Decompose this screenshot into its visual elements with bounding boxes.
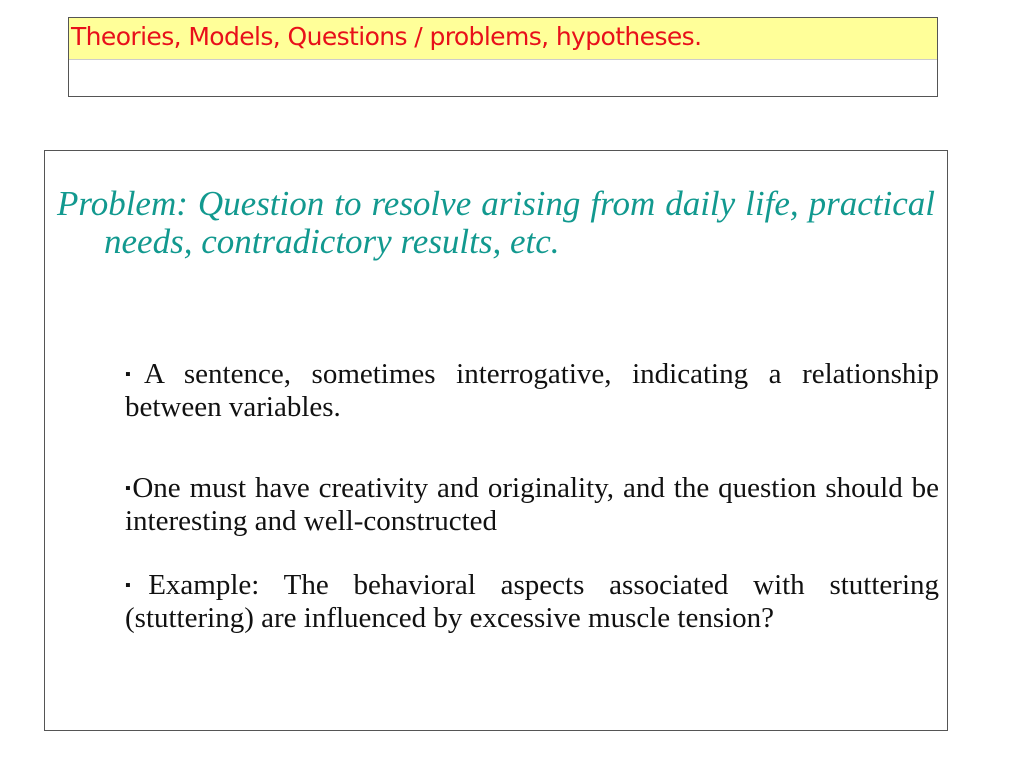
bullet-item-creativity	[125, 472, 939, 538]
bullet-text: One must have creativity and originality, and the question should be interesting and well-constructed	[125, 472, 940, 537]
problem-definition: Problem: Question to resolve arising from daily life, practical needs, contradictory results, etc.	[57, 184, 935, 261]
bullet-item-sentence	[125, 358, 939, 424]
slide-title: Theories, Models, Questions / problems, hypotheses.	[71, 22, 702, 51]
bullet-square-icon: ▪	[125, 577, 149, 594]
content-box	[44, 150, 948, 731]
bullet-item-example	[125, 569, 939, 635]
bullet-square-icon: ▪	[125, 366, 144, 383]
bullet-square-icon: ▪	[125, 480, 133, 497]
bullet-text: A sentence, sometimes interrogative, indicating a relationship between variables.	[125, 358, 939, 423]
title-box	[68, 17, 938, 97]
bullet-text: Example: The behavioral aspects associated with stuttering (stuttering) are influenced by excessive muscle tension?	[125, 569, 940, 634]
